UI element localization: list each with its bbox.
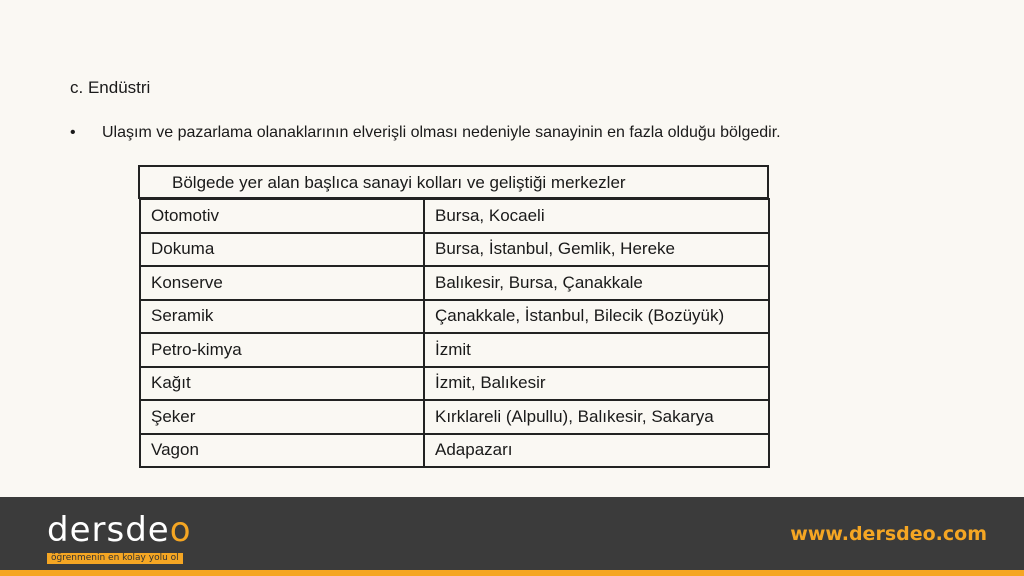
bullet-icon: •	[70, 124, 76, 141]
logo-wordmark	[47, 510, 192, 550]
logo-tagline: öğrenmenin en kolay yolu ol	[47, 553, 183, 564]
table-row	[140, 367, 769, 401]
industry-cell: Seramik	[140, 300, 424, 334]
centers-cell: Bursa, İstanbul, Gemlik, Hereke	[424, 233, 769, 267]
table-title: Bölgede yer alan başlıca sanayi kolları ve geliştiği merkezler	[172, 173, 626, 192]
industry-cell: Kağıt	[140, 367, 424, 401]
table-row	[140, 233, 769, 267]
industry-cell: Dokuma	[140, 233, 424, 267]
table-title-box	[138, 165, 769, 199]
table-row	[140, 400, 769, 434]
dersdeo-logo[interactable]	[47, 510, 192, 565]
bullet-text: Ulaşım ve pazarlama olanaklarının elverişli olması nedeniyle sanayinin en fazla olduğu bölgedir.	[102, 124, 781, 141]
centers-cell: İzmit	[424, 333, 769, 367]
centers-cell: Çanakkale, İstanbul, Bilecik (Bozüyük)	[424, 300, 769, 334]
table-row	[140, 199, 769, 233]
table-row	[140, 434, 769, 468]
industry-cell: Konserve	[140, 266, 424, 300]
logo-accent-text: o	[169, 510, 192, 550]
logo-main-text: dersde	[47, 510, 170, 550]
table-row	[140, 333, 769, 367]
centers-cell: Balıkesir, Bursa, Çanakkale	[424, 266, 769, 300]
table-row	[140, 300, 769, 334]
industry-cell: Otomotiv	[140, 199, 424, 233]
bottom-accent-strip	[0, 570, 1024, 576]
centers-cell: Bursa, Kocaeli	[424, 199, 769, 233]
section-heading: c. Endüstri	[70, 78, 151, 97]
table-row	[140, 266, 769, 300]
industry-cell: Vagon	[140, 434, 424, 468]
centers-cell: İzmit, Balıkesir	[424, 367, 769, 401]
centers-cell: Kırklareli (Alpullu), Balıkesir, Sakarya	[424, 400, 769, 434]
centers-cell: Adapazarı	[424, 434, 769, 468]
website-link[interactable]: www.dersdeo.com	[790, 523, 987, 545]
industry-table	[139, 198, 770, 468]
bullet-item	[70, 124, 781, 142]
industry-cell: Petro-kimya	[140, 333, 424, 367]
industry-cell: Şeker	[140, 400, 424, 434]
